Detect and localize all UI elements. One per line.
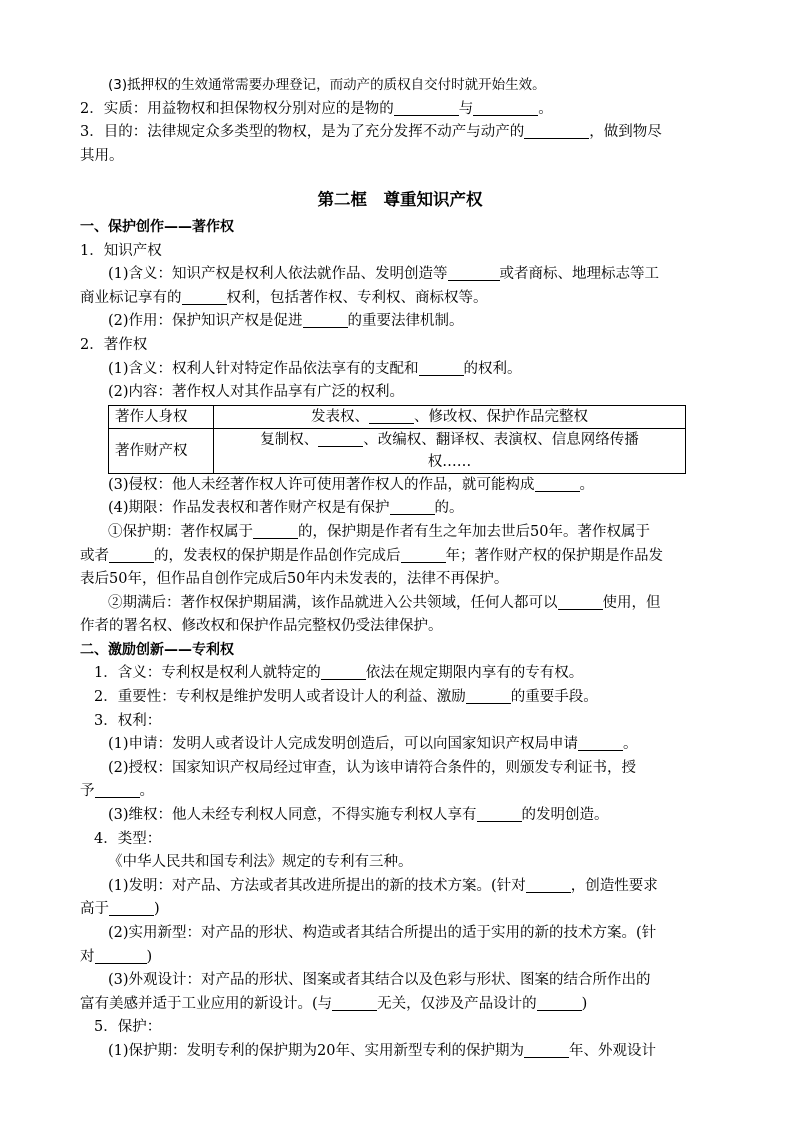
- fill-blank[interactable]: [466, 687, 511, 704]
- table-cell: [214, 405, 686, 428]
- text-line: [80, 74, 720, 98]
- line-text: 权利，包括著作权、专利权、商标权等。: [226, 289, 488, 306]
- line-text: (1)含义：知识产权是权利人依法就作品、发明创造等: [108, 266, 448, 283]
- text-line: [80, 334, 720, 358]
- line-text: (2)内容：著作权人对其作品享有广泛的权利。: [108, 384, 405, 401]
- fill-blank[interactable]: [369, 407, 414, 424]
- text-line: [80, 686, 720, 710]
- fill-blank[interactable]: [182, 288, 227, 305]
- fill-blank[interactable]: [448, 264, 500, 281]
- line-text: 的，保护期是作者有生之年加去世后50年。著作权属于: [298, 523, 650, 540]
- cell-text: 发表权、: [311, 408, 369, 425]
- line-text: 的。: [434, 500, 464, 517]
- line-text: 或者商标、地理标志等工: [499, 266, 660, 283]
- fill-blank[interactable]: [526, 876, 571, 893]
- fill-blank[interactable]: [318, 430, 363, 447]
- text-line: [80, 780, 720, 804]
- table-cell: [214, 428, 686, 473]
- fill-blank[interactable]: [578, 734, 623, 751]
- fill-blank[interactable]: [332, 994, 377, 1011]
- text-line: [80, 898, 720, 922]
- line-text: (3)外观设计：对产品的形状、图案或者其结合以及色彩与形状、图案的结合所作出的: [108, 972, 651, 989]
- line-text: ，做到物尽: [589, 124, 662, 141]
- line-text: 。: [139, 783, 154, 800]
- line-text: 5．保护：: [94, 1019, 162, 1036]
- line-text: 2．著作权: [80, 336, 148, 353]
- fill-blank[interactable]: [109, 899, 154, 916]
- line-text: 作者的署名权、修改权和保护作品完整权仍受法律保护。: [80, 618, 443, 635]
- line-text: (3)侵权：他人未经著作权人许可使用著作权人的作品，就可能构成: [108, 476, 535, 493]
- line-text: (2)授权：国家知识产权局经过审查，认为该申请符合条件的，则颁发专利证书，授: [108, 759, 637, 776]
- line-text: 的发明创造。: [521, 807, 609, 824]
- line-text: 2．实质：用益物权和担保物权分别对应的是物的: [80, 100, 394, 117]
- text-line: [80, 592, 720, 616]
- fill-blank[interactable]: [473, 99, 538, 116]
- text-line: [80, 521, 720, 545]
- line-text: 予: [80, 783, 95, 800]
- line-text: 或者: [80, 547, 109, 564]
- fill-blank[interactable]: [109, 546, 154, 563]
- line-text: 依法在规定期限内享有的专有权。: [365, 665, 584, 682]
- section-heading: 一、保护创作——著作权: [80, 218, 234, 235]
- table-cell-label: 著作人身权: [109, 405, 214, 428]
- cell-text: 、修改权、保护作品完整权: [414, 408, 588, 425]
- line-text: 1．含义：专利权是权利人就特定的: [94, 665, 321, 682]
- text-line: [80, 969, 720, 993]
- text-line: [80, 568, 720, 592]
- text-line: [80, 1016, 720, 1040]
- line-text: 无关，仅涉及产品设计的: [377, 995, 537, 1012]
- text-line: [80, 710, 720, 734]
- line-text: 其用。: [80, 147, 124, 164]
- copyright-table: [108, 405, 686, 474]
- line-text: 富有美感并适于工业应用的新设计。(与: [80, 995, 333, 1012]
- text-line: [80, 545, 720, 569]
- line-text: 2．重要性：专利权是维护发明人或者设计人的利益、激励: [94, 689, 466, 706]
- text-line: [80, 240, 720, 264]
- line-text: 的，发表权的保护期是作品创作完成后: [154, 547, 401, 564]
- line-text: 与: [458, 100, 474, 117]
- text-line: [80, 358, 720, 382]
- line-text: (2)作用：保护知识产权是促进: [108, 313, 303, 330]
- line-text: 对: [80, 948, 95, 965]
- line-text: 1．知识产权: [80, 242, 162, 259]
- fill-blank[interactable]: [303, 311, 348, 328]
- line-text: ，创造性要求: [570, 877, 658, 894]
- line-text: 商业标记享有的: [80, 289, 182, 306]
- fill-blank[interactable]: [390, 498, 435, 515]
- table-row: [109, 428, 686, 473]
- line-text: (1)保护期：发明专利的保护期为20年、实用新型专利的保护期为: [108, 1042, 524, 1059]
- text-line: [80, 145, 720, 169]
- text-line: [80, 757, 720, 781]
- text-line: [80, 662, 720, 686]
- line-text: 使用，但: [602, 594, 661, 611]
- line-text: ): [146, 948, 153, 965]
- line-text: ): [581, 995, 588, 1012]
- fill-blank[interactable]: [419, 359, 464, 376]
- fill-blank[interactable]: [95, 947, 147, 964]
- fill-blank[interactable]: [321, 663, 366, 680]
- line-text: 年、外观设计: [569, 1042, 656, 1059]
- text-line: [80, 875, 720, 899]
- text-line: [80, 615, 720, 639]
- fill-blank[interactable]: [95, 781, 140, 798]
- line-text: (1)含义：权利人针对特定作品依法享有的支配和: [108, 360, 419, 377]
- line-text: 4．类型：: [94, 830, 162, 847]
- line-text: 表后50年，但作品自创作完成后50年内未发表的，法律不再保护。: [80, 571, 509, 588]
- line-text: 的重要法律机制。: [347, 313, 464, 330]
- line-text: 高于: [80, 901, 109, 918]
- fill-blank[interactable]: [537, 994, 582, 1011]
- line-text: 年；著作财产权的保护期是作品发: [445, 547, 663, 564]
- page-title: 第二框 尊重知识产权: [317, 190, 483, 210]
- line-text: 的权利。: [463, 360, 522, 377]
- text-line: [80, 993, 720, 1017]
- line-text: (3)维权：他人未经专利权人同意，不得实施专利权人享有: [108, 807, 477, 824]
- line-text: (3)抵押权的生效通常需要办理登记，而动产的质权自交付时就开始生效。: [108, 77, 546, 93]
- text-line: [80, 1040, 720, 1064]
- text-line: [80, 828, 720, 852]
- fill-blank[interactable]: [394, 99, 459, 116]
- text-line: [80, 263, 720, 287]
- line-text: 3．目的：法律规定众多类型的物权，是为了充分发挥不动产与动产的: [80, 124, 525, 141]
- fill-blank[interactable]: [524, 122, 589, 139]
- text-line: [80, 851, 720, 875]
- line-text: ②期满后：著作权保护期届满，该作品就进入公共领域，任何人都可以: [108, 594, 558, 611]
- cell-text: 、改编权、翻译权、表演权、信息网络传播: [363, 431, 639, 448]
- text-line: [80, 121, 720, 145]
- text-line: [80, 922, 720, 946]
- line-text: 。: [579, 476, 595, 493]
- line-text: (4)期限：作品发表权和著作财产权是有保护: [108, 500, 390, 517]
- line-text: ): [154, 901, 160, 918]
- text-line: [80, 98, 720, 122]
- fill-blank[interactable]: [558, 593, 603, 610]
- line-text: 的重要手段。: [510, 689, 598, 706]
- fill-blank[interactable]: [401, 546, 446, 563]
- table-row: [109, 405, 686, 428]
- text-line: [80, 287, 720, 311]
- line-text: 《中华人民共和国专利法》规定的专利有三种。: [108, 854, 413, 871]
- text-line: [80, 381, 720, 405]
- cell-text: 复制权、: [260, 431, 319, 448]
- document-page: [80, 74, 720, 1064]
- line-text: (2)实用新型：对产品的形状、构造或者其结合所提出的适于实用的新的技术方案。(针: [108, 925, 657, 941]
- fill-blank[interactable]: [524, 1041, 569, 1058]
- text-line: [80, 804, 720, 828]
- text-line: [80, 310, 720, 334]
- fill-blank[interactable]: [535, 475, 580, 492]
- line-text: 。: [623, 736, 638, 753]
- line-text: 3．权利：: [94, 712, 162, 729]
- table-cell-label: 著作财产权: [109, 428, 214, 473]
- text-line: [80, 946, 720, 970]
- text-line: [80, 497, 720, 521]
- fill-blank[interactable]: [477, 805, 522, 822]
- text-line: [80, 733, 720, 757]
- fill-blank[interactable]: [253, 522, 298, 539]
- line-text: (1)发明：对产品、方法或者其改进所提出的新的技术方案。(针对: [108, 877, 526, 894]
- section-heading: 二、激励创新——专利权: [80, 641, 234, 658]
- line-text: 。: [538, 100, 553, 117]
- line-text: (1)申请：发明人或者设计人完成发明创造后，可以向国家知识产权局申请: [108, 736, 579, 753]
- text-line: [80, 474, 720, 498]
- line-text: ①保护期：著作权属于: [108, 523, 253, 540]
- cell-text: 权……: [427, 453, 472, 470]
